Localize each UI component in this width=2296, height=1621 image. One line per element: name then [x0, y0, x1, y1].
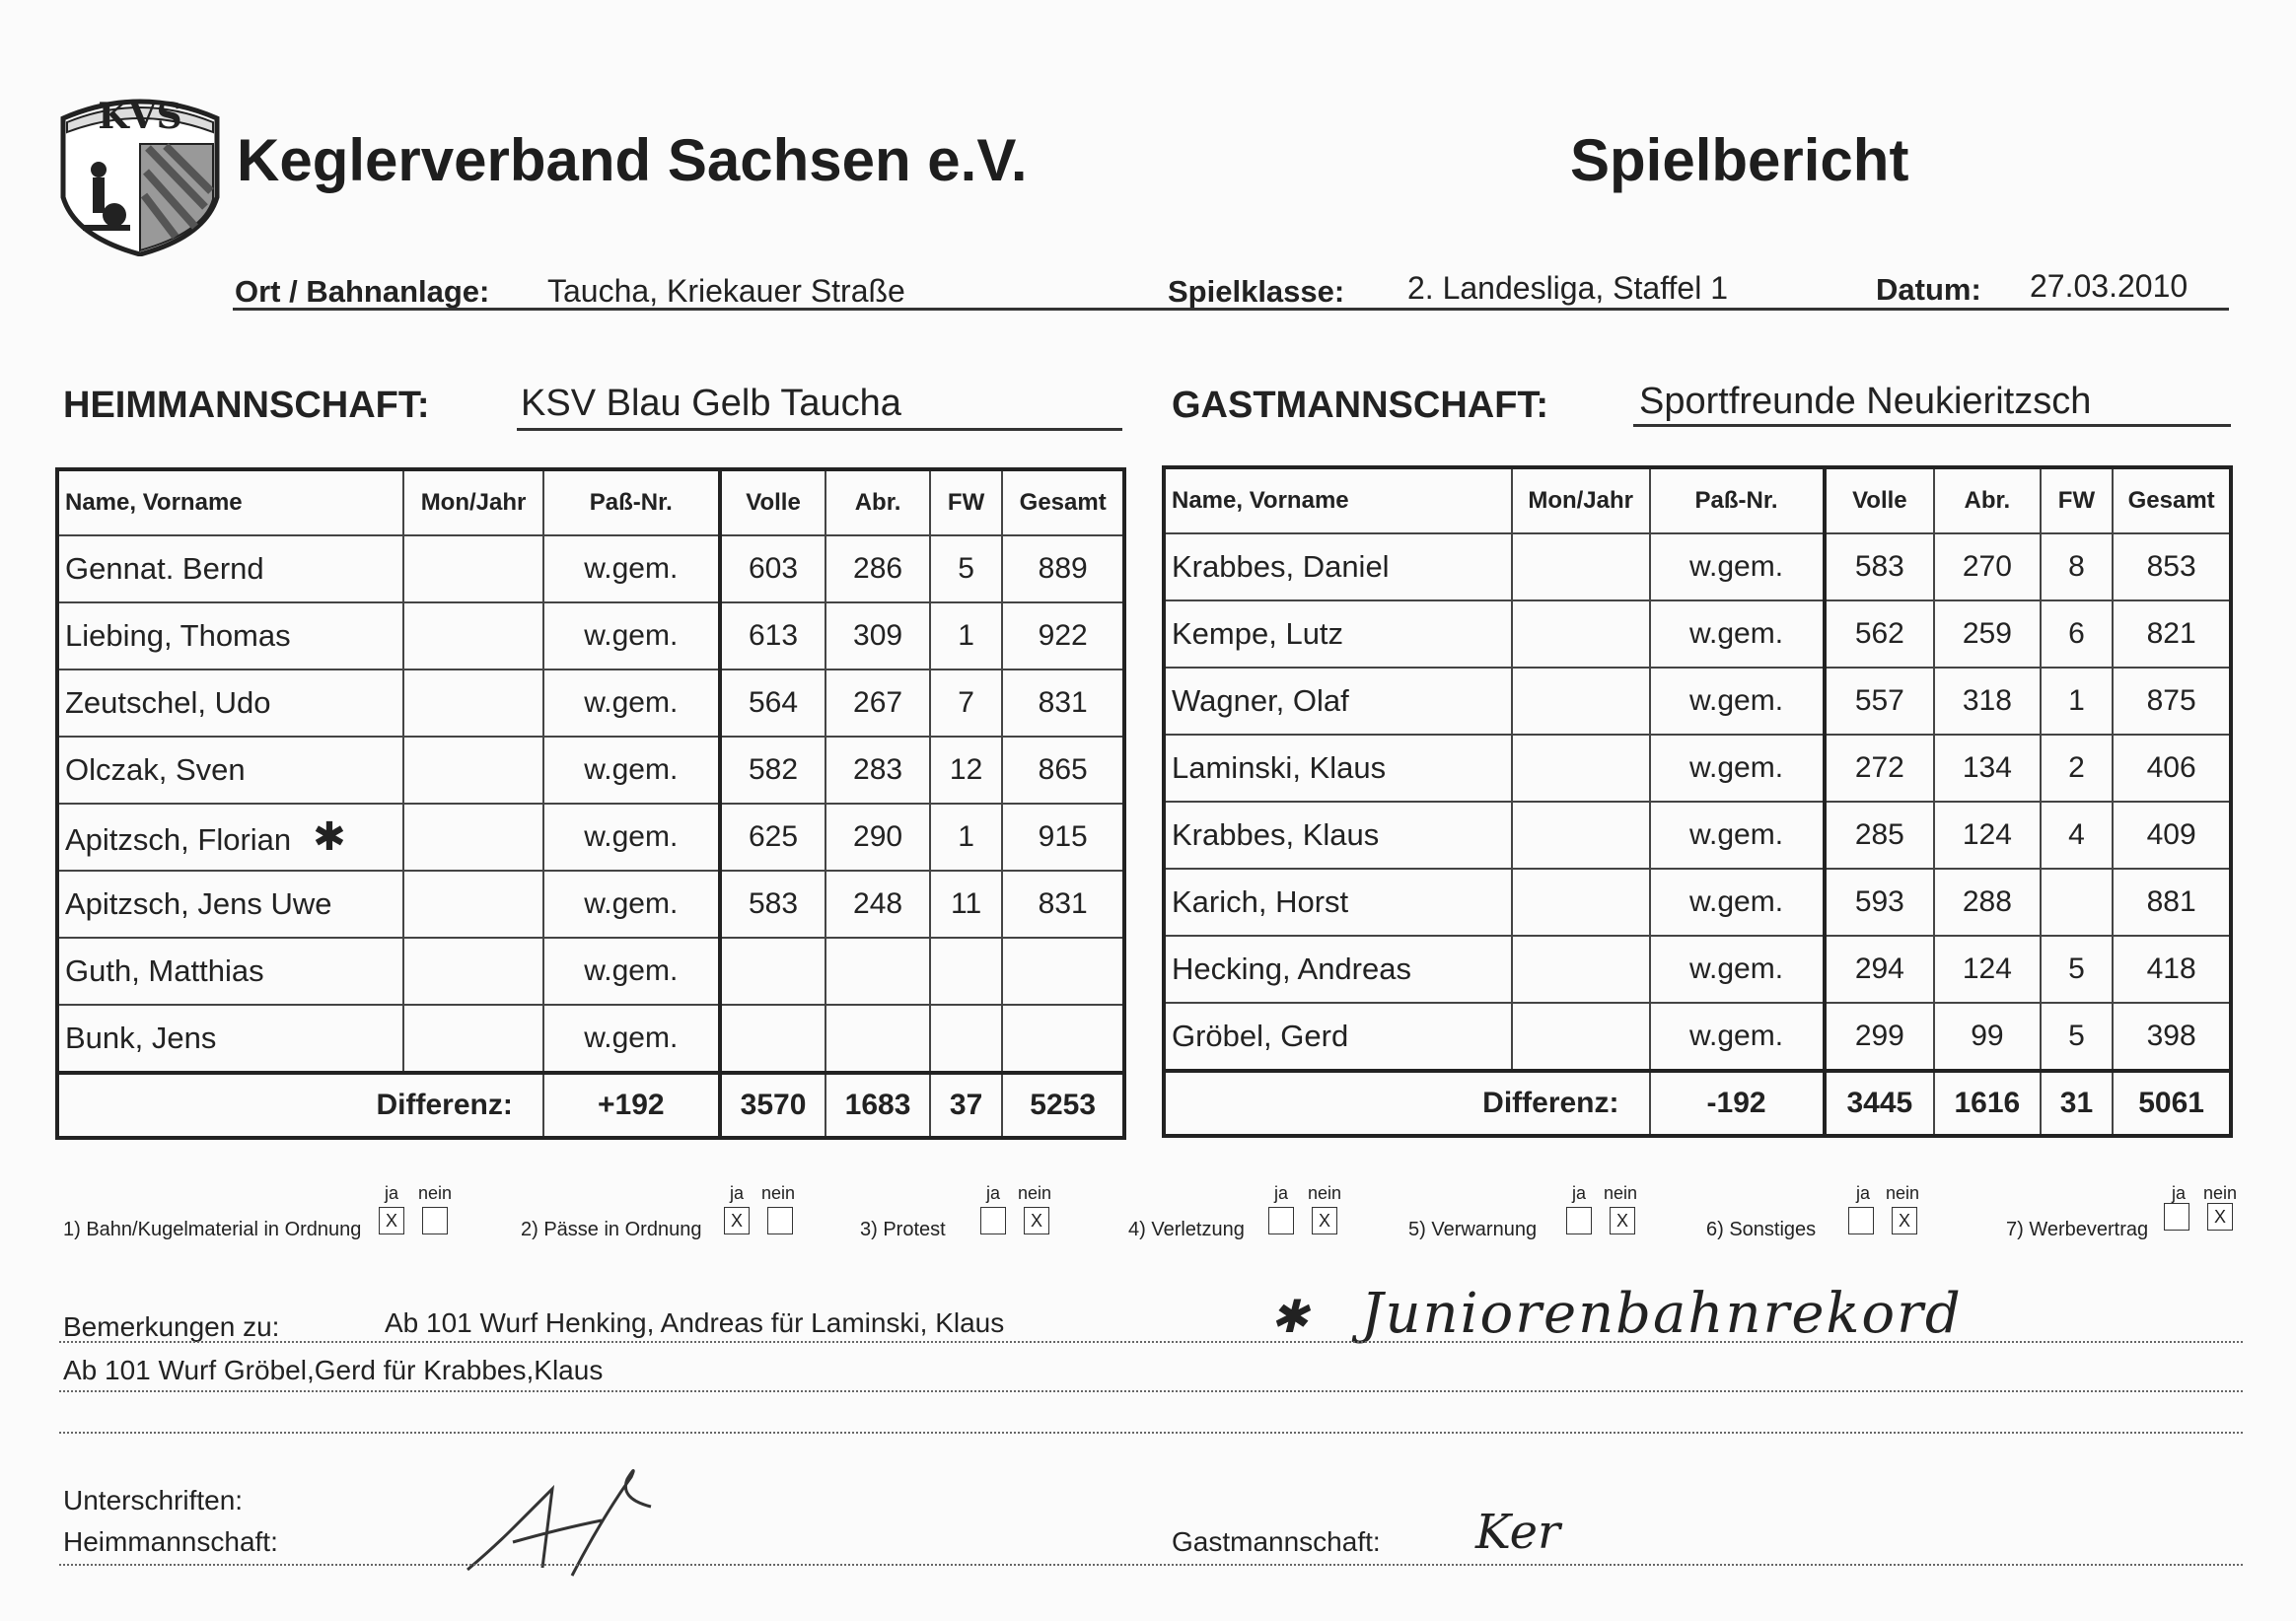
table-row	[57, 737, 1124, 804]
abr: 259	[1934, 600, 2041, 668]
asterisk-mark: ✱	[313, 814, 346, 860]
fw	[930, 938, 1003, 1005]
fw	[930, 1005, 1003, 1073]
volle: 583	[1825, 533, 1935, 600]
table-row	[1164, 533, 2231, 600]
nein-label: nein	[2203, 1183, 2238, 1203]
volle: 562	[1825, 600, 1935, 668]
home-team-label: HEIMMANNSCHAFT:	[63, 385, 430, 426]
home-score-table	[55, 467, 1126, 1140]
home-signature	[454, 1459, 710, 1587]
check-label-sonstiges: 6) Sonstiges	[1706, 1219, 1817, 1240]
check-bahn-ja[interactable]: X	[379, 1207, 404, 1234]
gesamt: 853	[2113, 533, 2231, 600]
table-row	[1164, 869, 2231, 936]
abr	[825, 1005, 930, 1073]
nein-label: nein	[1308, 1183, 1342, 1203]
meta-underline	[233, 308, 2229, 311]
total-volle: 3445	[1825, 1071, 1935, 1136]
volle: 564	[720, 670, 826, 737]
player-name: Kempe, Lutz	[1164, 600, 1512, 668]
col-mon-jahr: Mon/Jahr	[1512, 467, 1650, 533]
volle	[720, 1005, 826, 1073]
col-pass-nr: Paß-Nr.	[1650, 467, 1825, 533]
check-label-paesse: 2) Pässe in Ordnung	[521, 1219, 702, 1240]
pass-nr: w.gem.	[543, 804, 720, 871]
table-row	[1164, 1003, 2231, 1071]
pass-nr: w.gem.	[1650, 668, 1825, 735]
pass-nr: w.gem.	[1650, 533, 1825, 600]
volle: 557	[1825, 668, 1935, 735]
spielklasse-value: 2. Landesliga, Staffel 1	[1407, 270, 1728, 306]
fw: 1	[930, 602, 1003, 670]
mon-jahr	[403, 670, 543, 737]
abr: 286	[825, 535, 930, 602]
pass-nr: w.gem.	[543, 670, 720, 737]
differenz-label: Differenz:	[57, 1073, 543, 1138]
gesamt: 406	[2113, 735, 2231, 802]
player-name: Krabbes, Daniel	[1164, 533, 1512, 600]
player-name: Zeutschel, Udo	[57, 670, 403, 737]
mon-jahr	[1512, 936, 1650, 1003]
home-signature-label: Heimmannschaft:	[63, 1526, 278, 1557]
gesamt	[1002, 1005, 1124, 1073]
remarks-label: Bemerkungen zu:	[63, 1311, 280, 1342]
check-werbevertrag-nein[interactable]: X	[2207, 1203, 2233, 1231]
fw: 12	[930, 737, 1003, 804]
mon-jahr	[1512, 1003, 1650, 1071]
pass-nr: w.gem.	[543, 602, 720, 670]
gesamt: 875	[2113, 668, 2231, 735]
ja-label: ja	[385, 1183, 399, 1203]
table-row	[1164, 936, 2231, 1003]
check-werbevertrag-ja[interactable]	[2164, 1203, 2189, 1231]
mon-jahr	[1512, 533, 1650, 600]
pass-nr: w.gem.	[1650, 1003, 1825, 1071]
pass-nr: w.gem.	[1650, 735, 1825, 802]
mon-jahr	[403, 737, 543, 804]
volle: 299	[1825, 1003, 1935, 1071]
abr: 318	[1934, 668, 2041, 735]
pass-nr: w.gem.	[543, 871, 720, 938]
ja-label: ja	[1274, 1183, 1289, 1203]
player-name: Krabbes, Klaus	[1164, 802, 1512, 869]
abr: 267	[825, 670, 930, 737]
pass-nr: w.gem.	[543, 938, 720, 1005]
mon-jahr	[403, 602, 543, 670]
gesamt: 398	[2113, 1003, 2231, 1071]
fw: 4	[2041, 802, 2114, 869]
signatures-label: Unterschriften:	[63, 1485, 244, 1515]
fw: 7	[930, 670, 1003, 737]
check-verletzung-ja[interactable]	[1268, 1207, 1294, 1234]
total-gesamt: 5253	[1002, 1073, 1124, 1138]
volle: 593	[1825, 869, 1935, 936]
abr: 309	[825, 602, 930, 670]
volle: 613	[720, 602, 826, 670]
spielklasse-label: Spielklasse:	[1168, 274, 1345, 309]
player-name: Laminski, Klaus	[1164, 735, 1512, 802]
abr: 248	[825, 871, 930, 938]
gesamt: 889	[1002, 535, 1124, 602]
abr: 124	[1934, 936, 2041, 1003]
table-row	[1164, 735, 2231, 802]
gesamt: 865	[1002, 737, 1124, 804]
datum-value: 27.03.2010	[2030, 268, 2188, 304]
handwritten-note: Juniorenbahnrekord	[1361, 1282, 1963, 1346]
col-pass-nr: Paß-Nr.	[543, 469, 720, 535]
total-fw: 31	[2041, 1071, 2114, 1136]
total-gesamt: 5061	[2113, 1071, 2231, 1136]
abr: 283	[825, 737, 930, 804]
abr: 290	[825, 804, 930, 871]
player-name-cell	[57, 804, 403, 871]
abr: 99	[1934, 1003, 2041, 1071]
home-header-row	[57, 469, 1124, 535]
logo-text: KVS	[98, 96, 182, 137]
guest-score-table	[1162, 465, 2233, 1138]
player-name: Liebing, Thomas	[57, 602, 403, 670]
check-sonstiges-nein[interactable]: X	[1892, 1207, 1917, 1234]
table-row	[57, 804, 1124, 871]
total-volle: 3570	[720, 1073, 826, 1138]
signature-dotted-line	[59, 1564, 2243, 1566]
volle: 272	[1825, 735, 1935, 802]
ja-label: ja	[986, 1183, 1001, 1203]
pass-nr: w.gem.	[1650, 869, 1825, 936]
col-abr: Abr.	[1934, 467, 2041, 533]
check-label-verletzung: 4) Verletzung	[1128, 1219, 1245, 1240]
check-protest-ja[interactable]	[980, 1207, 1006, 1234]
player-name: Guth, Matthias	[57, 938, 403, 1005]
guest-header-row	[1164, 467, 2231, 533]
remarks-line-1: Ab 101 Wurf Henking, Andreas für Laminski, Klaus	[385, 1307, 1005, 1338]
differenz-label: Differenz:	[1164, 1071, 1650, 1136]
col-abr: Abr.	[825, 469, 930, 535]
abr: 134	[1934, 735, 2041, 802]
abr	[825, 938, 930, 1005]
col-mon-jahr: Mon/Jahr	[403, 469, 543, 535]
nein-label: nein	[418, 1183, 453, 1203]
ja-label: ja	[730, 1183, 745, 1203]
mon-jahr	[403, 804, 543, 871]
table-row	[57, 535, 1124, 602]
home-total-row	[57, 1073, 1124, 1138]
player-name: Apitzsch, Jens Uwe	[57, 871, 403, 938]
gesamt: 831	[1002, 871, 1124, 938]
col-gesamt: Gesamt	[2113, 467, 2231, 533]
check-sonstiges-ja[interactable]	[1848, 1207, 1874, 1234]
col-name: Name, Vorname	[1164, 467, 1512, 533]
fw	[2041, 869, 2114, 936]
mon-jahr	[403, 535, 543, 602]
mon-jahr	[1512, 735, 1650, 802]
guest-signature-label: Gastmannschaft:	[1172, 1526, 1381, 1557]
total-abr: 1616	[1934, 1071, 2041, 1136]
table-row	[1164, 600, 2231, 668]
nein-label: nein	[1886, 1183, 1920, 1203]
kvs-logo	[57, 89, 223, 256]
player-name: Gennat. Bernd	[57, 535, 403, 602]
player-name: Bunk, Jens	[57, 1005, 403, 1073]
check-label-bahn: 1) Bahn/Kugelmaterial in Ordnung	[63, 1219, 362, 1240]
nein-label: nein	[1018, 1183, 1052, 1203]
volle	[720, 938, 826, 1005]
fw: 1	[930, 804, 1003, 871]
volle: 582	[720, 737, 826, 804]
fw: 8	[2041, 533, 2114, 600]
guest-team-name: Sportfreunde Neukieritzsch	[1639, 381, 2092, 422]
guest-team-label: GASTMANNSCHAFT:	[1172, 385, 1549, 426]
remarks-dotted-line	[59, 1341, 2243, 1343]
remarks-line-2: Ab 101 Wurf Gröbel,Gerd für Krabbes,Klaus	[63, 1355, 604, 1385]
document-title: Spielbericht	[1570, 127, 1909, 193]
total-abr: 1683	[825, 1073, 930, 1138]
fw: 5	[930, 535, 1003, 602]
table-row	[1164, 668, 2231, 735]
check-protest-nein[interactable]: X	[1024, 1207, 1049, 1234]
differenz-value: +192	[543, 1073, 720, 1138]
volle: 294	[1825, 936, 1935, 1003]
differenz-value: -192	[1650, 1071, 1825, 1136]
check-verwarnung-ja[interactable]	[1566, 1207, 1592, 1234]
fw: 5	[2041, 1003, 2114, 1071]
col-fw: FW	[2041, 467, 2114, 533]
handwritten-asterisk: ✱	[1270, 1290, 1309, 1343]
ja-label: ja	[1572, 1183, 1587, 1203]
pass-nr: w.gem.	[543, 1005, 720, 1073]
home-team-underline	[517, 428, 1122, 431]
ja-label: ja	[2172, 1183, 2187, 1203]
volle: 603	[720, 535, 826, 602]
nein-label: nein	[761, 1183, 796, 1203]
table-row	[57, 938, 1124, 1005]
fw: 11	[930, 871, 1003, 938]
player-name: Apitzsch, Florian	[65, 822, 292, 857]
mon-jahr	[403, 938, 543, 1005]
fw: 2	[2041, 735, 2114, 802]
guest-team-underline	[1633, 424, 2231, 427]
col-gesamt: Gesamt	[1002, 469, 1124, 535]
gesamt	[1002, 938, 1124, 1005]
abr: 270	[1934, 533, 2041, 600]
check-paesse-nein[interactable]	[767, 1207, 793, 1234]
table-row	[57, 1005, 1124, 1073]
check-label-werbevertrag: 7) Werbevertrag	[2006, 1219, 2149, 1240]
player-name: Gröbel, Gerd	[1164, 1003, 1512, 1071]
check-verwarnung-nein[interactable]: X	[1610, 1207, 1635, 1234]
fw: 1	[2041, 668, 2114, 735]
fw: 6	[2041, 600, 2114, 668]
check-verletzung-nein[interactable]: X	[1312, 1207, 1337, 1234]
col-volle: Volle	[720, 469, 826, 535]
ort-label: Ort / Bahnanlage:	[235, 274, 490, 309]
pass-nr: w.gem.	[543, 737, 720, 804]
total-fw: 37	[930, 1073, 1003, 1138]
organization-name: Keglerverband Sachsen e.V.	[237, 127, 1028, 193]
check-label-verwarnung: 5) Verwarnung	[1408, 1219, 1538, 1240]
ort-value: Taucha, Kriekauer Straße	[547, 273, 905, 309]
mon-jahr	[1512, 869, 1650, 936]
table-row	[57, 602, 1124, 670]
abr: 124	[1934, 802, 2041, 869]
player-name: Olczak, Sven	[57, 737, 403, 804]
col-name: Name, Vorname	[57, 469, 403, 535]
nein-label: nein	[1604, 1183, 1638, 1203]
check-bahn-nein[interactable]	[422, 1207, 448, 1234]
abr: 288	[1934, 869, 2041, 936]
gesamt: 418	[2113, 936, 2231, 1003]
check-row	[0, 1179, 2296, 1258]
gesamt: 821	[2113, 600, 2231, 668]
check-label-protest: 3) Protest	[860, 1219, 946, 1240]
remarks-dotted-line	[59, 1390, 2243, 1392]
pass-nr: w.gem.	[1650, 936, 1825, 1003]
datum-label: Datum:	[1876, 272, 1981, 307]
gesamt: 831	[1002, 670, 1124, 737]
volle: 285	[1825, 802, 1935, 869]
remarks-dotted-line	[59, 1432, 2243, 1434]
mon-jahr	[403, 1005, 543, 1073]
player-name: Karich, Horst	[1164, 869, 1512, 936]
fw: 5	[2041, 936, 2114, 1003]
mon-jahr	[1512, 802, 1650, 869]
col-volle: Volle	[1825, 467, 1935, 533]
mon-jahr	[403, 871, 543, 938]
table-row	[1164, 802, 2231, 869]
volle: 625	[720, 804, 826, 871]
player-name: Hecking, Andreas	[1164, 936, 1512, 1003]
gesamt: 881	[2113, 869, 2231, 936]
guest-total-row	[1164, 1071, 2231, 1136]
guest-signature: Ker	[1475, 1505, 1560, 1560]
table-row	[57, 670, 1124, 737]
table-row	[57, 871, 1124, 938]
gesamt: 409	[2113, 802, 2231, 869]
col-fw: FW	[930, 469, 1003, 535]
gesamt: 922	[1002, 602, 1124, 670]
pass-nr: w.gem.	[1650, 600, 1825, 668]
volle: 583	[720, 871, 826, 938]
check-paesse-ja[interactable]: X	[724, 1207, 750, 1234]
pass-nr: w.gem.	[1650, 802, 1825, 869]
player-name: Wagner, Olaf	[1164, 668, 1512, 735]
home-team-name: KSV Blau Gelb Taucha	[521, 383, 901, 424]
pass-nr: w.gem.	[543, 535, 720, 602]
gesamt: 915	[1002, 804, 1124, 871]
mon-jahr	[1512, 668, 1650, 735]
ja-label: ja	[1856, 1183, 1871, 1203]
mon-jahr	[1512, 600, 1650, 668]
